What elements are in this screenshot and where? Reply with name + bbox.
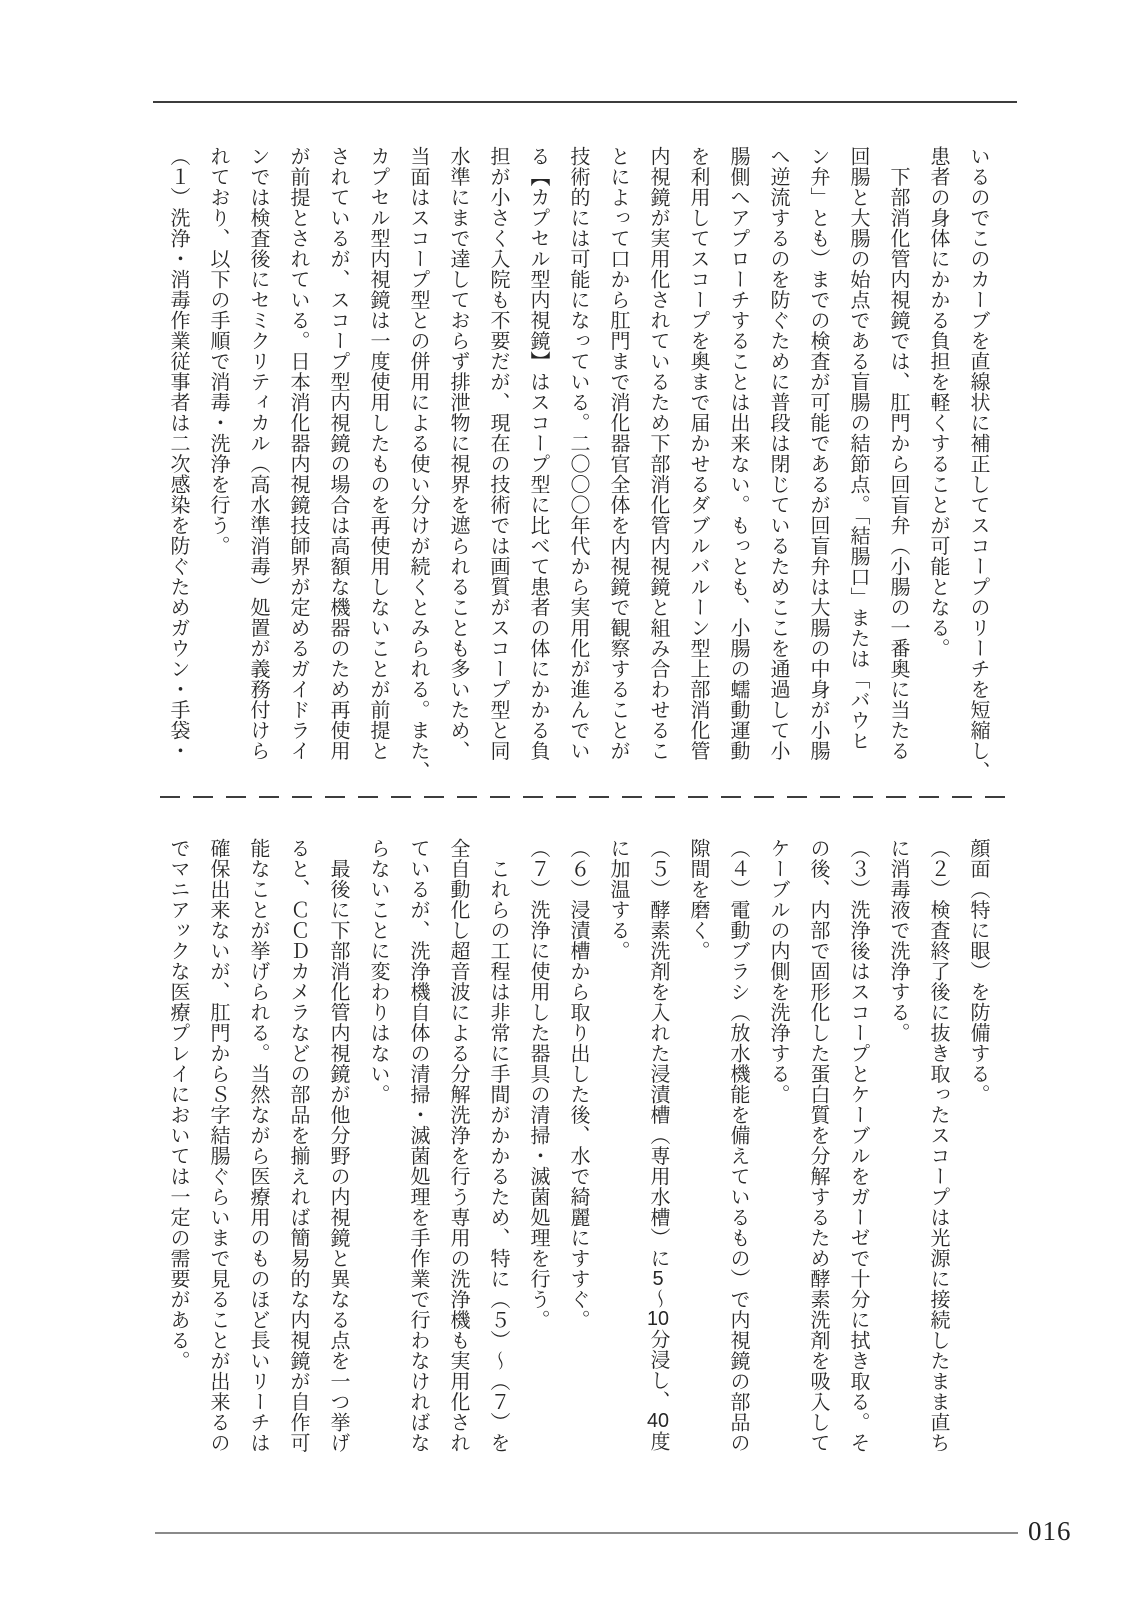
text-column: （２）検査終了後に抜き取ったスコープは光源に接続したまま直ち bbox=[927, 838, 949, 1453]
text-column: 能なことが挙げられる。当然ながら医療用のものほど長いリーチは bbox=[247, 838, 269, 1453]
text-column: に消毒液で洗浄する。 bbox=[887, 838, 909, 1043]
text-column: （３）洗浄後はスコープとケーブルをガーゼで十分に拭き取る。そ bbox=[847, 838, 869, 1453]
text-column: 全自動化し超音波による分解洗浄を行う専用の洗浄機も実用化され bbox=[447, 838, 469, 1453]
text-column: （７）洗浄に使用した器具の清掃・滅菌処理を行う。 bbox=[527, 838, 549, 1330]
page-number: 016 bbox=[1028, 1516, 1072, 1546]
text-column: を利用してスコープを奥まで届かせるダブルバルーン型上部消化管 bbox=[687, 146, 709, 761]
text-column: 当面はスコープ型との併用による使い分けが続くとみられる。また、 bbox=[407, 146, 429, 782]
text-column: 担が小さく入院も不要だが、現在の技術では画質がスコープ型と同 bbox=[487, 146, 509, 761]
text-column: （４）電動ブラシ（放水機能を備えているもの）で内視鏡の部品の bbox=[727, 838, 749, 1453]
bottom-rule bbox=[155, 1532, 1018, 1534]
text-column: ンでは検査後にセミクリティカル（高水準消毒）処置が義務付けら bbox=[247, 146, 269, 761]
text-column: でマニアックな医療プレイにおいては一定の需要がある。 bbox=[167, 838, 189, 1371]
tatechuyoko-number: 10 bbox=[647, 1309, 669, 1329]
text-column: 内視鏡が実用化されているため下部消化管内視鏡と組み合わせるこ bbox=[647, 146, 669, 761]
text-column: に加温する。 bbox=[607, 838, 629, 961]
text-column: とによって口から肛門まで消化器官全体を内視鏡で観察することが bbox=[607, 146, 629, 761]
text-column: （１）洗浄・消毒作業従事者は二次感染を防ぐためガウン・手袋・ bbox=[167, 146, 189, 761]
text-column: ると、ＣＣＤカメラなどの部品を揃えれば簡易的な内視鏡が自作可 bbox=[287, 838, 309, 1453]
text-column: 回腸と大腸の始点である盲腸の結節点。「結腸口」または「バウヒ bbox=[847, 146, 869, 751]
text-column: 腸側へアプローチすることは出来ない。もっとも、小腸の蠕動運動 bbox=[727, 146, 749, 761]
text-column: ケーブルの内側を洗浄する。 bbox=[767, 838, 789, 1105]
text-column: 確保出来ないが、肛門からＳ字結腸ぐらいまで見ることが出来るの bbox=[207, 838, 229, 1453]
text-column: れており、以下の手順で消毒・洗浄を行う。 bbox=[207, 146, 229, 556]
text-column: これらの工程は非常に手間がかかるため、特に（５）〜（７）を bbox=[487, 838, 509, 1453]
text-column: ン弁」とも）までの検査が可能であるが回盲弁は大腸の中身が小腸 bbox=[807, 146, 829, 761]
text-column: る【カプセル型内視鏡】はスコープ型に比べて患者の体にかかる負 bbox=[527, 146, 549, 761]
text-column: が前提とされている。日本消化器内視鏡技師界が定めるガイドライ bbox=[287, 146, 309, 761]
upper-text-block bbox=[158, 146, 998, 806]
text-column: へ逆流するのを防ぐために普段は閉じているためここを通過して小 bbox=[767, 146, 789, 761]
text-column: 技術的には可能になっている。二〇〇〇年代から実用化が進んでい bbox=[567, 146, 589, 761]
text-column: 顔面（特に眼）を防備する。 bbox=[967, 838, 989, 1105]
lower-text-block bbox=[158, 838, 998, 1498]
text-column: （６）浸漬槽から取り出した後、水で綺麗にすすぐ。 bbox=[567, 838, 589, 1330]
tatechuyoko-number: 5 bbox=[652, 1268, 664, 1289]
dashed-divider bbox=[160, 796, 1005, 798]
text-column: されているが、スコープ型内視鏡の場合は高額な機器のため再使用 bbox=[327, 146, 349, 761]
text-column: 患者の身体にかかる負担を軽くすることが可能となる。 bbox=[927, 146, 949, 659]
text-column: （５）酵素洗剤を入れた浸漬槽（専用水槽）に5〜10分浸し、40度 bbox=[647, 838, 669, 1452]
text-column: 隙間を磨く。 bbox=[687, 838, 709, 961]
text-column: 下部消化管内視鏡では、肛門から回盲弁（小腸の一番奥に当たる bbox=[887, 146, 909, 761]
text-column: 水準にまで達しておらず排泄物に視界を遮られることも多いため、 bbox=[447, 146, 469, 761]
tatechuyoko-number: 40 bbox=[647, 1411, 669, 1431]
text-column: の後、内部で固形化した蛋白質を分解するため酵素洗剤を吸入して bbox=[807, 838, 829, 1453]
top-rule bbox=[153, 101, 1017, 103]
text-column: ているが、洗浄機自体の清掃・滅菌処理を手作業で行わなければな bbox=[407, 838, 429, 1453]
text-column: カプセル型内視鏡は一度使用したものを再使用しないことが前提と bbox=[367, 146, 389, 761]
text-column: 最後に下部消化管内視鏡が他分野の内視鏡と異なる点を一つ挙げ bbox=[327, 838, 349, 1453]
text-column: らないことに変わりはない。 bbox=[367, 838, 389, 1105]
text-column: いるのでこのカーブを直線状に補正してスコープのリーチを短縮し、 bbox=[967, 146, 989, 782]
